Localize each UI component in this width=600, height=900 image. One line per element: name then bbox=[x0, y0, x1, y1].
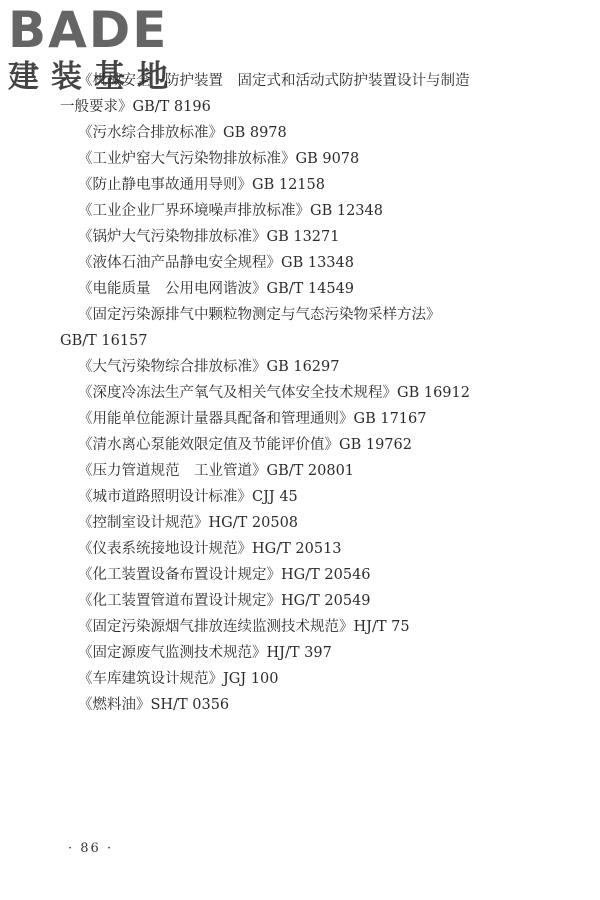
reference-item: 《压力管道规范 工业管道》GB/T 20801 bbox=[78, 463, 355, 479]
reference-item: 《防止静电事故通用导则》GB 12158 bbox=[78, 177, 325, 193]
reference-item: 《机械安全 防护装置 固定式和活动式防护装置设计与制造 bbox=[78, 73, 470, 89]
page-number: · 86 · bbox=[68, 841, 114, 856]
reference-item: 一般要求》GB/T 8196 bbox=[60, 99, 211, 115]
reference-item: 《固定污染源排气中颗粒物测定与气态污染物采样方法》 bbox=[78, 307, 441, 323]
reference-item: 《仪表系统接地设计规范》HG/T 20513 bbox=[78, 541, 342, 557]
reference-item: 《城市道路照明设计标准》CJJ 45 bbox=[78, 489, 298, 505]
reference-item: 《锅炉大气污染物排放标准》GB 13271 bbox=[78, 229, 340, 245]
reference-item: 《电能质量 公用电网谐波》GB/T 14549 bbox=[78, 281, 355, 297]
reference-item: 《化工装置设备布置设计规定》HG/T 20546 bbox=[78, 567, 371, 583]
reference-item: 《工业企业厂界环境噪声排放标准》GB 12348 bbox=[78, 203, 383, 219]
reference-item: 《化工装置管道布置设计规定》HG/T 20549 bbox=[78, 593, 371, 609]
reference-item: 《工业炉窑大气污染物排放标准》GB 9078 bbox=[78, 151, 360, 167]
reference-item: 《污水综合排放标准》GB 8978 bbox=[78, 125, 287, 141]
reference-item: 《固定污染源烟气排放连续监测技术规范》HJ/T 75 bbox=[78, 619, 410, 635]
reference-item: GB/T 16157 bbox=[60, 333, 148, 349]
watermark-subtitle: 建装基地 bbox=[8, 59, 180, 95]
reference-item: 《大气污染物综合排放标准》GB 16297 bbox=[78, 359, 340, 375]
reference-item: 《用能单位能源计量器具配备和管理通则》GB 17167 bbox=[78, 411, 427, 427]
reference-item: 《固定源废气监测技术规范》HJ/T 397 bbox=[78, 645, 332, 661]
reference-item: 《液体石油产品静电安全规程》GB 13348 bbox=[78, 255, 354, 271]
reference-item: 《清水离心泵能效限定值及节能评价值》GB 19762 bbox=[78, 437, 412, 453]
reference-item: 《燃料油》SH/T 0356 bbox=[78, 697, 230, 713]
reference-item: 《车库建筑设计规范》JGJ 100 bbox=[78, 671, 279, 687]
reference-item: 《控制室设计规范》HG/T 20508 bbox=[78, 515, 299, 531]
watermark-brand: BADE bbox=[8, 1, 169, 59]
reference-item: 《深度冷冻法生产氧气及相关气体安全技术规程》GB 16912 bbox=[78, 385, 470, 401]
